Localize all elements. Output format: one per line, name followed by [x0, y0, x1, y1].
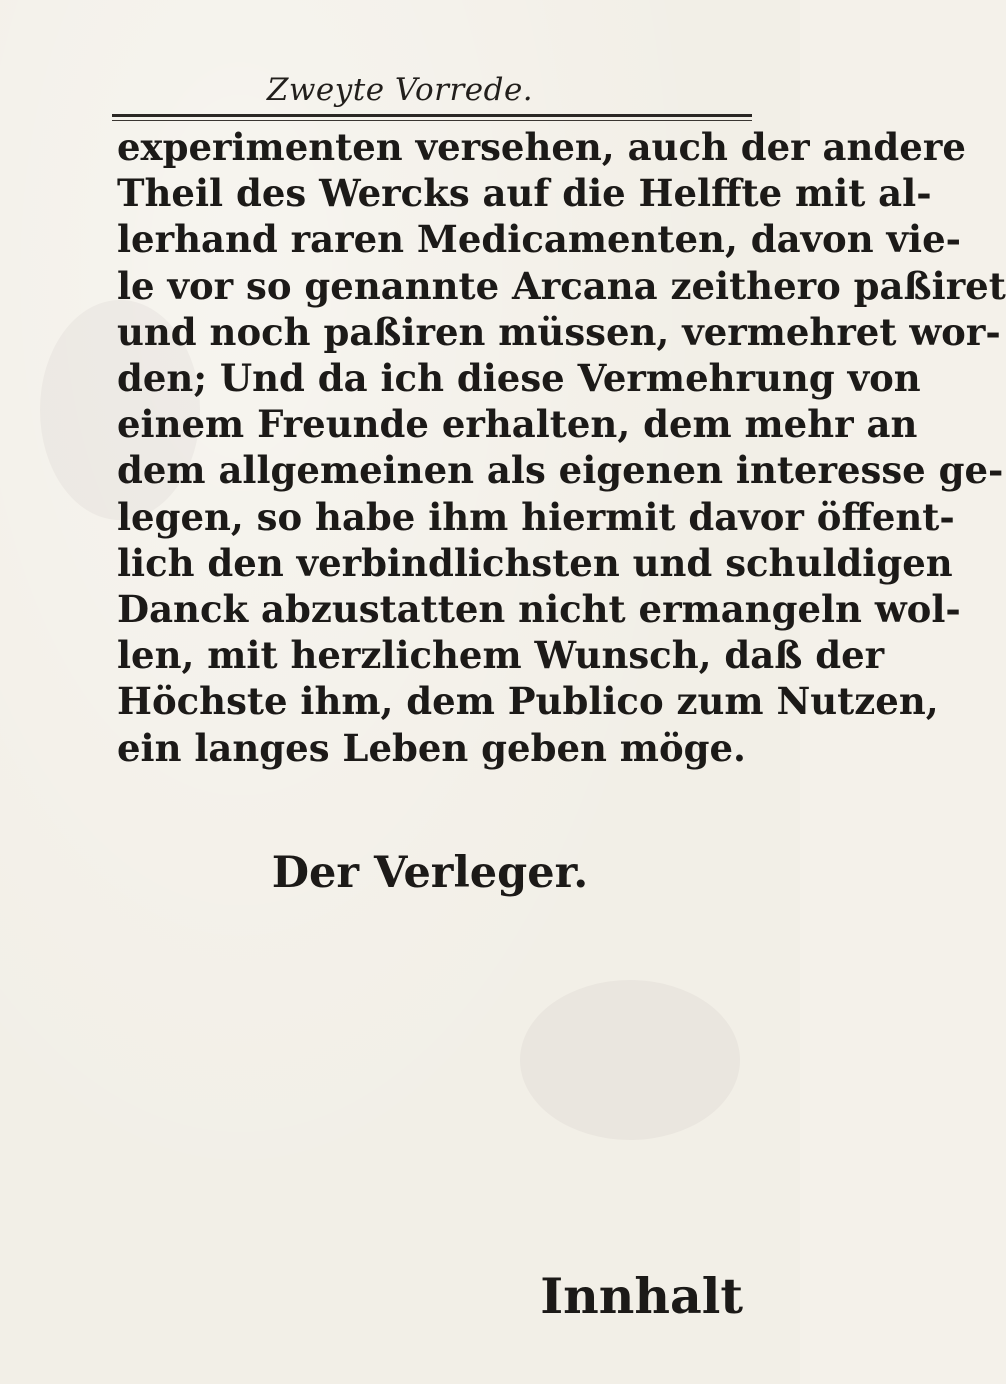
text-line: Danck abzustatten nicht ermangeln wol-: [117, 587, 961, 632]
catchword: Innhalt: [540, 1267, 743, 1325]
text-line: den; Und da ich diese Vermehrung von: [117, 356, 921, 401]
text-line: Höchste ihm, dem Publico zum Nutzen,: [117, 679, 939, 724]
text-line: experimenten versehen, auch der andere: [117, 125, 966, 169]
body-text: [117, 124, 1006, 771]
text-line: und noch paßiren müssen, vermehret wor-: [117, 309, 1001, 354]
text-line: Theil des Wercks auf die Helffte mit al-: [117, 171, 932, 216]
text-line: legen, so habe ihm hiermit davor öffent-: [117, 494, 955, 539]
header-rule: [112, 114, 752, 117]
text-line: len, mit herzlichem Wunsch, daß der: [117, 633, 885, 678]
text-line: lich den verbindlichsten und schuldigen: [117, 540, 953, 585]
running-head: Zweyte Vorrede.: [266, 72, 534, 108]
text-line: dem allgemeinen als eigenen interesse ge-: [117, 448, 1004, 493]
text-line: ein langes Leben geben möge.: [117, 725, 746, 770]
text-line: le vor so genannte Arcana zeithero paßiret: [117, 263, 1006, 308]
signature: Der Verleger.: [271, 848, 589, 898]
text-line: lerhand raren Medicamenten, davon vie-: [117, 217, 961, 262]
paper-stain: [520, 980, 740, 1140]
text-line: einem Freunde erhalten, dem mehr an: [117, 402, 918, 447]
